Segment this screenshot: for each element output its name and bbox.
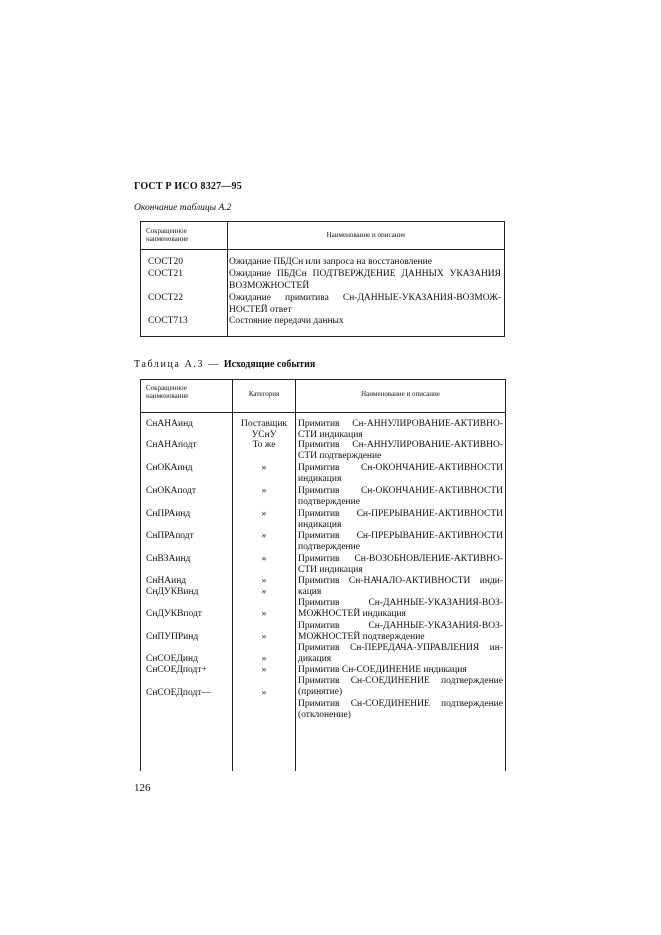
event-abbr: СнАНАинд — [146, 419, 194, 429]
event-abbr: СнДУКВподт — [146, 609, 202, 619]
event-description: Примитив Сн-ДАННЫЕ-УКАЗАНИЯ-ВОЗ-МОЖНОСТЕЙ подтверждение — [298, 621, 503, 643]
table-a3-caption-prefix: Таблица А.3 — — [134, 359, 224, 370]
table-a3-caption — [134, 359, 315, 370]
header-divider — [141, 249, 504, 250]
table-a2 — [140, 221, 505, 337]
table-a2-caption: Окончание таблицы А.2 — [134, 203, 232, 213]
event-category: » — [261, 632, 267, 642]
col-abbr-header: Сокращенное наименование — [146, 384, 189, 400]
event-abbr: СнНАинд — [146, 576, 187, 586]
event-category: То же — [252, 440, 276, 450]
col-category-header: Категория — [248, 390, 280, 398]
event-description: Примитив Сн-АННУЛИРОВАНИЕ-АКТИВНО-СТИ индикация — [298, 419, 503, 441]
event-abbr: СнСОЕДподт+ — [146, 665, 207, 675]
event-description: Примитив Сн-ДАННЫЕ-УКАЗАНИЯ-ВОЗ-МОЖНОСТЕЙ индикация — [298, 598, 503, 620]
row-desc: Состояние передачи данных — [229, 316, 344, 326]
event-abbr: СнОКАподт — [146, 486, 197, 496]
table-a3-caption-title: Исходящие события — [223, 359, 316, 370]
event-abbr: СнПУПРинд — [146, 632, 199, 642]
column-divider — [295, 380, 296, 771]
event-abbr: СнПРАподт — [146, 531, 194, 541]
row-abbr: СОСТ713 — [148, 316, 188, 326]
event-category: » — [261, 554, 267, 564]
event-description: Примитив Сн-ОКОНЧАНИЕ-АКТИВНОСТИ индикация — [298, 463, 503, 485]
event-category: » — [261, 486, 267, 496]
event-category: » — [261, 609, 267, 619]
event-category: » — [261, 463, 267, 473]
event-category: » — [261, 531, 267, 541]
event-category: » — [261, 688, 267, 698]
event-description: Примитив Сн-ПРЕРЫВАНИЕ-АКТИВНОСТИ индикация — [298, 509, 503, 531]
event-description: Примитив Сн-СОЕДИНЕНИЕ подтверждение (отклонение) — [298, 699, 503, 721]
header-divider — [141, 412, 505, 413]
row-desc: Ожидание примитива Сн-ДАННЫЕ-УКАЗАНИЯ-ВОЗМОЖ-НОСТЕЙ ответ — [229, 293, 501, 315]
event-description: Примитив Сн-СОЕДИНЕНИЕ индикация — [298, 665, 467, 675]
col-abbr-header: Сокращенное наименование — [146, 227, 189, 243]
event-category: » — [261, 509, 267, 519]
col-desc-header: Наименование и описание — [361, 390, 440, 398]
event-abbr: СнДУКВинд — [146, 587, 199, 597]
event-description: Примитив Сн-ПЕРЕДАЧА-УПРАВЛЕНИЯ ин-дикация — [298, 643, 503, 665]
event-description: Примитив Сн-СОЕДИНЕНИЕ подтверждение (принятие) — [298, 676, 503, 698]
col-desc-header: Наименование и описание — [326, 231, 406, 239]
event-category: Поставщик УСнУ — [240, 419, 288, 441]
event-abbr: СнОКАинд — [146, 463, 193, 473]
column-divider — [227, 222, 228, 336]
event-category: » — [261, 587, 267, 597]
row-abbr: СОСТ20 — [148, 257, 183, 267]
event-abbr: СнВЗАинд — [146, 554, 191, 564]
event-category: » — [261, 576, 267, 586]
event-category: » — [261, 665, 267, 675]
row-desc: Ожидание ПБДСн ПОДТВЕРЖДЕНИЕ ДАННЫХ УКАЗАНИЯ ВОЗМОЖНОСТЕЙ — [229, 269, 501, 291]
event-abbr: СнАНАподт — [146, 440, 197, 450]
event-abbr: СнПРАинд — [146, 509, 191, 519]
page-number: 126 — [134, 782, 151, 794]
row-abbr: СОСТ22 — [148, 293, 183, 303]
event-abbr: СнСОЕДинд — [146, 654, 198, 664]
table-a3 — [140, 379, 506, 771]
document-header: ГОСТ Р ИСО 8327—95 — [134, 181, 242, 192]
event-description: Примитив Сн-ОКОНЧАНИЕ-АКТИВНОСТИ подтверждение — [298, 486, 503, 508]
event-description: Примитив Сн-ВОЗОБНОВЛЕНИЕ-АКТИВНО-СТИ индикация — [298, 554, 503, 576]
event-abbr: СнСОЕДподт— — [146, 688, 211, 698]
event-category: » — [261, 654, 267, 664]
event-description: Примитив Сн-ПРЕРЫВАНИЕ-АКТИВНОСТИ подтверждение — [298, 531, 503, 553]
row-abbr: СОСТ21 — [148, 269, 183, 279]
event-description: Примитив Сн-НАЧАЛО-АКТИВНОСТИ инди-кация — [298, 576, 503, 598]
event-description: Примитив Сн-АННУЛИРОВАНИЕ-АКТИВНО-СТИ подтверждение — [298, 440, 503, 462]
row-desc: Ожидание ПБДСн или запроса на восстановление — [229, 257, 432, 267]
